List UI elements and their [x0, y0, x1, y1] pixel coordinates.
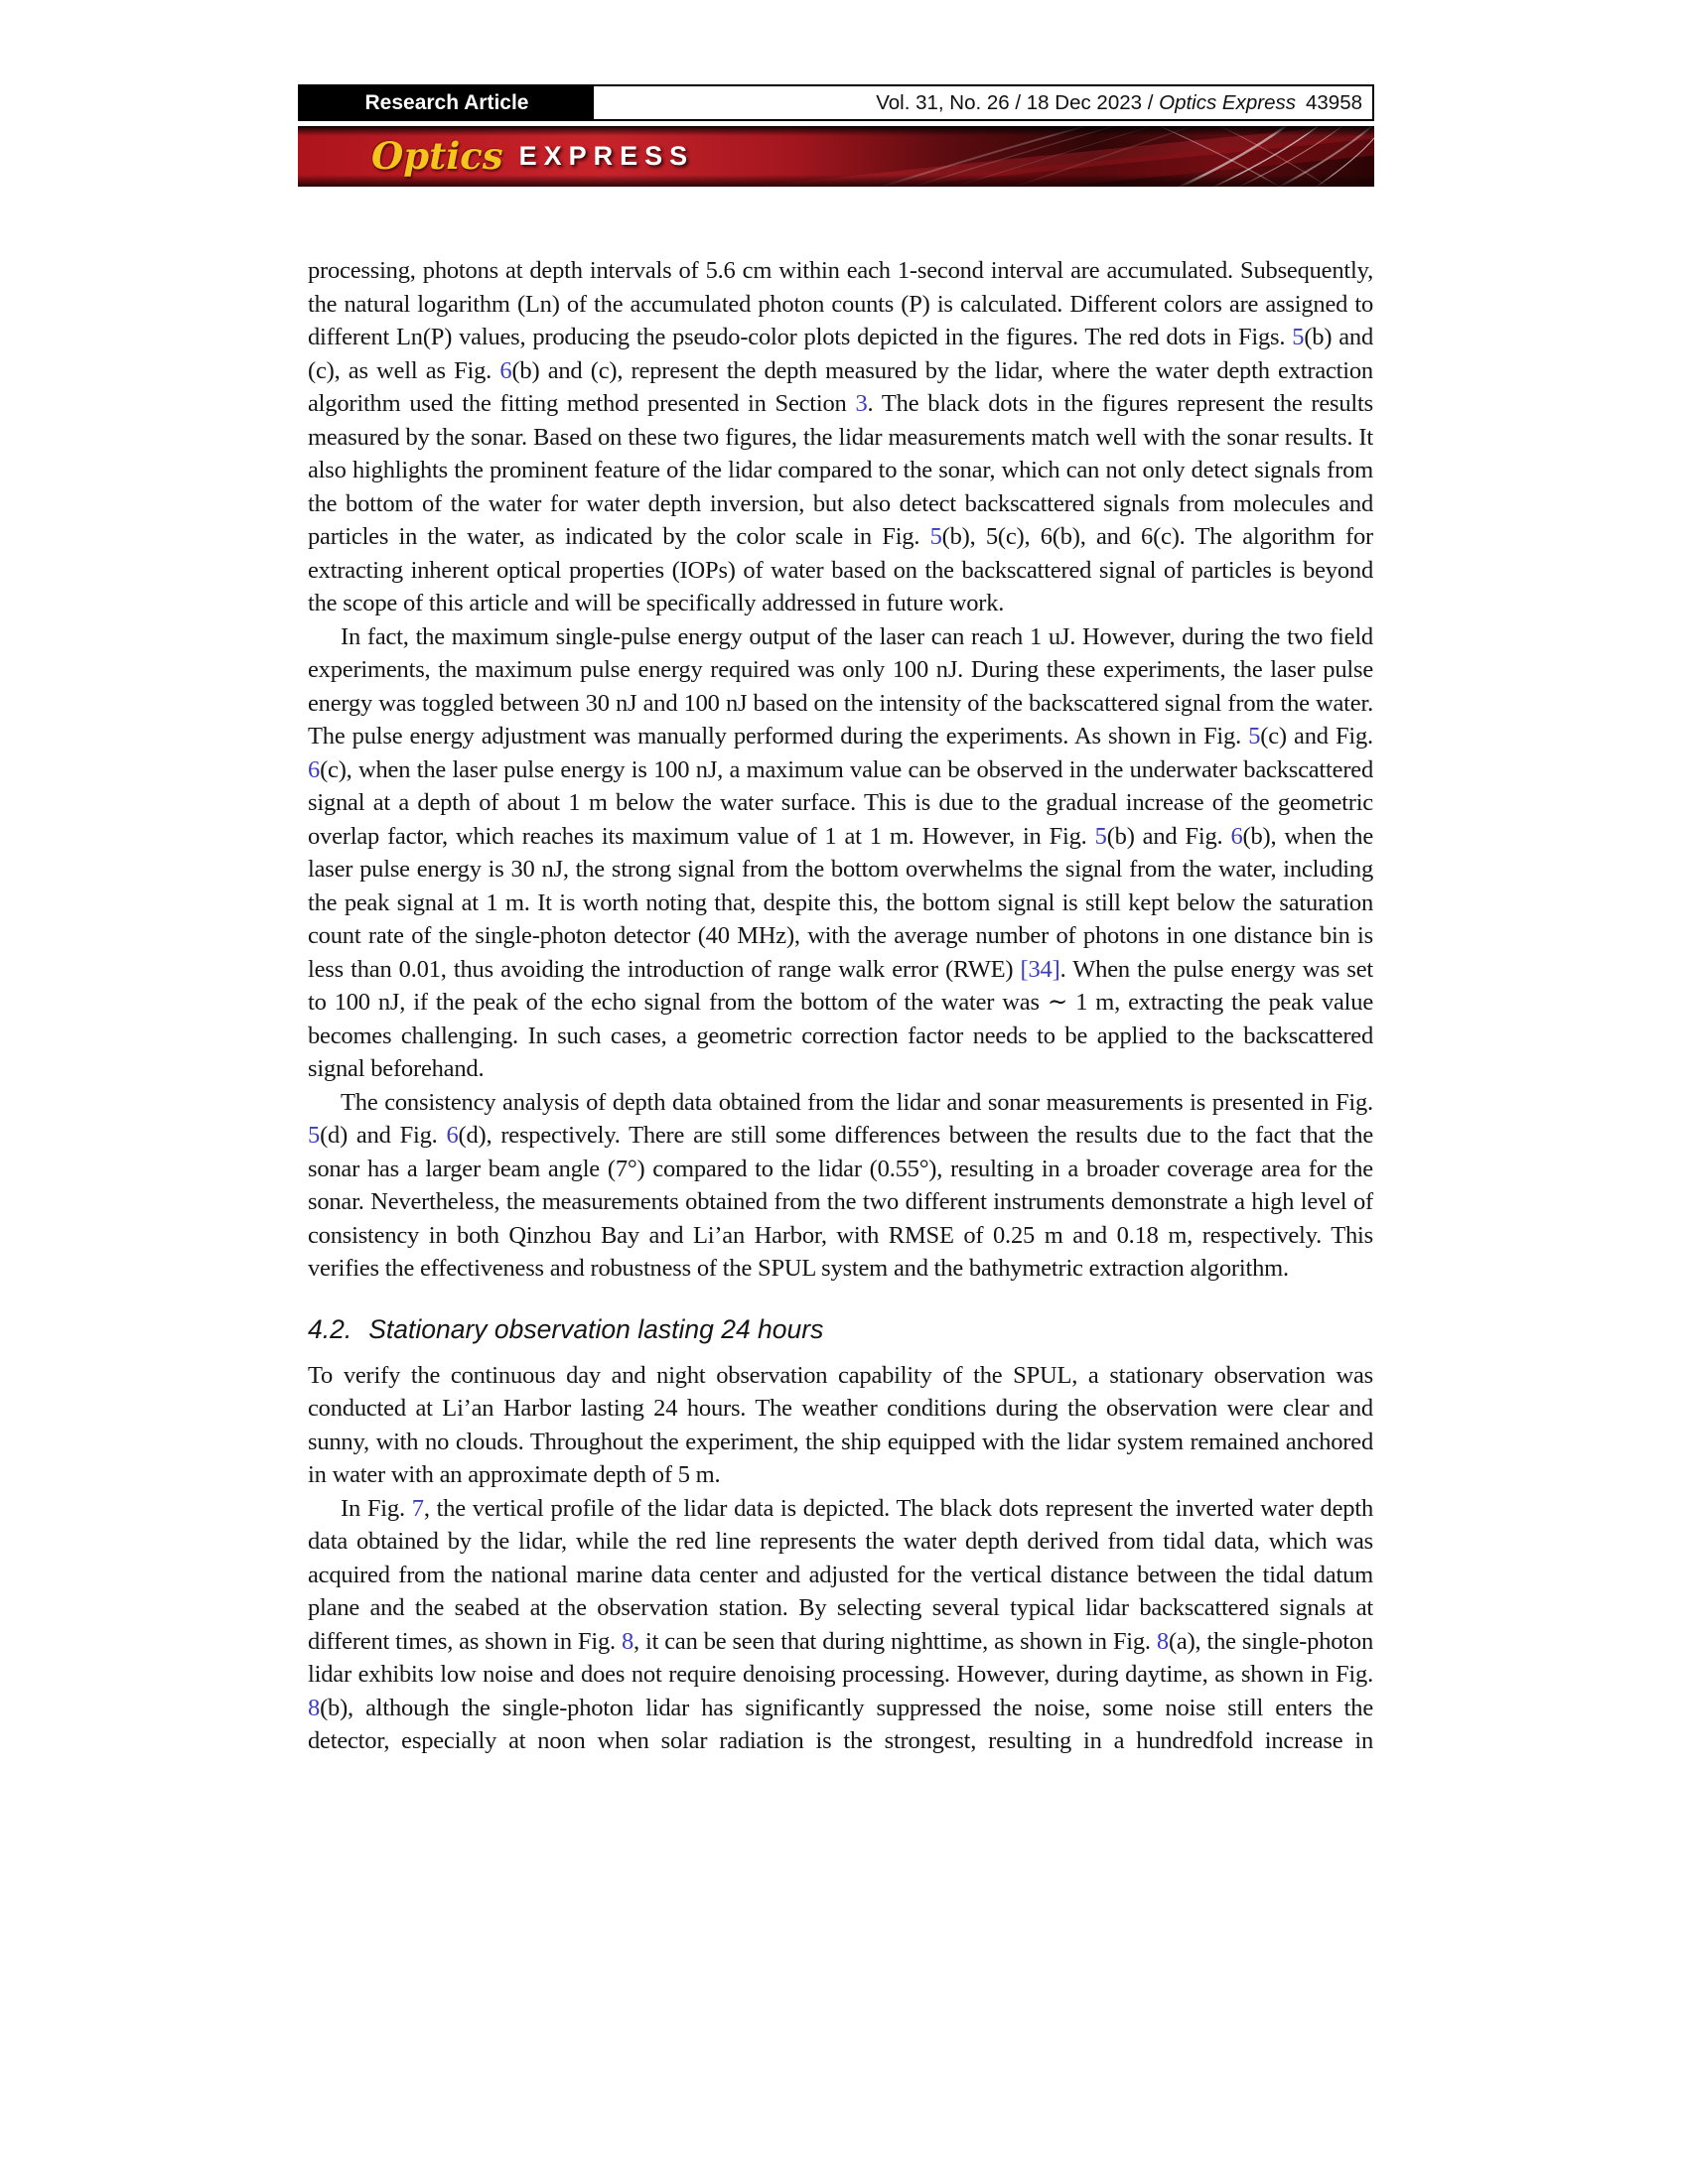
section-title: Stationary observation lasting 24 hours — [368, 1313, 824, 1344]
reference-link[interactable]: 5 — [1292, 324, 1305, 350]
reference-link[interactable]: 6 — [499, 356, 512, 384]
citation-journal-name: Optics Express — [1159, 90, 1296, 114]
paragraph-group-after-heading — [308, 1359, 1373, 1758]
reference-link[interactable]: 8 — [621, 1627, 634, 1655]
paragraph-group-before-heading — [308, 254, 1373, 1286]
paragraph — [308, 620, 1373, 1086]
text-run: (c), when the laser pulse energy is 100 nJ, a maximum value can be observed in the underwater backscattered signal at a depth of about 1 m below the water surface. This is due to the gradual increase of the geometric overlap factor, which reaches its maximum value of 1 at 1 m. However, in Fig. — [308, 755, 1373, 850]
article-body — [308, 254, 1373, 1758]
text-run: processing, photons at depth intervals of 5.6 cm within each 1-second interval are accumulated. Subsequently, the natural logarithm (Ln) of the accumulated photon counts (P) is calculated. Different colors are assigned to different Ln(P) values, producing the pseudo-color plots depicted in the figures. The red dots in Figs. — [308, 257, 1373, 350]
journal-logo — [298, 126, 1374, 187]
reference-link[interactable]: 3 — [855, 390, 868, 417]
text-run: . When the pulse energy was set to 100 nJ, if the peak of the echo signal from the bottom of the water was ∼ 1 m, extracting the peak value becomes challenging. In such cases, a geometric correction factor needs to be applied to the backscattered signal beforehand. — [308, 955, 1373, 1082]
logo-word-optics: Optics — [371, 134, 503, 178]
journal-banner — [298, 126, 1374, 187]
text-run: (b), although the single-photon lidar has significantly suppressed the noise, some noise still enters the detector, especially at noon when solar radiation is the strongest, resulting in a hundredfold increase in — [308, 1694, 1373, 1754]
text-run: (c) and Fig. — [1260, 723, 1373, 750]
citation-page-number: 43958 — [1305, 90, 1362, 114]
text-run: (b) and (c), as well as Fig. — [308, 324, 1373, 384]
text-run: (b), when the laser pulse energy is 30 nJ, the strong signal from the bottom overwhelms the signal from the water, including the peak signal at 1 m. It is worth noting that, despite this, the bottom signal is still kept below the saturation count rate of the single-photon detector (40 MHz), with the average number of photons in one distance bin is less than 0.01, thus avoiding the introduction of range walk error (RWE) — [308, 822, 1374, 983]
reference-link[interactable]: [34] — [1020, 955, 1060, 983]
text-run: (d), respectively. There are still some differences between the results due to the fact that the sonar has a larger beam angle (7°) compared to the lidar (0.55°), resulting in a broader coverage area for the sonar. Nevertheless, the measurements obtained from the two different instruments demonstrate a high level of consistency in both Qinzhou Bay and Li’an Harbor, with RMSE of 0.25 m and 0.18 m, respectively. This verifies the effectiveness and robustness of the SPUL system and the bathymetric extraction algorithm. — [308, 1122, 1373, 1282]
paragraph — [308, 254, 1373, 620]
text-run: , the vertical profile of the lidar data is depicted. The black dots represent the inverted water depth data obtained by the lidar, while the red line represents the water depth derived from tidal data, which was acquired from the national marine data center and adjusted for the vertical distance between the tidal datum plane and the seabed at the observation station. By selecting several typical lidar backscattered signals at different times, as shown in Fig. — [308, 1494, 1373, 1655]
reference-link[interactable]: 8 — [308, 1694, 321, 1721]
header-bar — [298, 84, 1374, 121]
text-run: In fact, the maximum single-pulse energy output of the laser can reach 1 uJ. However, during the two field experiments, the maximum pulse energy required was only 100 nJ. During these experiments, the laser pulse energy was toggled between 30 nJ and 100 nJ based on the intensity of the backscattered signal from the water. The pulse energy adjustment was manually performed during the experiments. As shown in Fig. — [308, 622, 1373, 750]
text-run: The consistency analysis of depth data obtained from the lidar and sonar measurements is presented in Fig. — [341, 1088, 1373, 1116]
reference-link[interactable]: 6 — [446, 1122, 459, 1149]
text-run: , it can be seen that during nighttime, as shown in Fig. — [633, 1627, 1157, 1655]
paragraph — [308, 1359, 1373, 1492]
reference-link[interactable]: 7 — [411, 1494, 424, 1522]
text-run: (b) and Fig. — [1106, 822, 1231, 850]
reference-link[interactable]: 6 — [1230, 822, 1243, 850]
text-run: (a), the single-photon lidar exhibits low noise and does not require denoising processing. However, during daytime, as shown in Fig. — [308, 1627, 1373, 1688]
citation — [594, 86, 1372, 119]
text-run: (b), 5(c), 6(b), and 6(c). The algorithm for extracting inherent optical properties (IOPs) of water based on the backscattered signal of particles is beyond the scope of this article and will be specifically addressed in future work. — [308, 523, 1373, 616]
paragraph — [308, 1086, 1373, 1286]
section-heading — [308, 1312, 1373, 1346]
article-type-label: Research Article — [364, 90, 529, 114]
text-run: (b) and (c), represent the depth measured by the lidar, where the water depth extraction algorithm used the fitting method presented in Section — [308, 356, 1373, 417]
text-run: (d) and Fig. — [320, 1122, 447, 1149]
reference-link[interactable]: 5 — [929, 523, 942, 550]
section-number: 4.2. — [308, 1313, 352, 1344]
reference-link[interactable]: 6 — [308, 755, 321, 783]
text-run: To verify the continuous day and night observation capability of the SPUL, a stationary observation was conducted at Li’an Harbor lasting 24 hours. The weather conditions during the observation were clear and sunny, with no clouds. Throughout the experiment, the ship equipped with the lidar system remained anchored in water with an approximate depth of 5 m. — [308, 1361, 1373, 1488]
logo-word-express: EXPRESS — [518, 141, 695, 171]
reference-link[interactable]: 8 — [1156, 1627, 1169, 1655]
paragraph — [308, 1492, 1373, 1758]
text-run: . The black dots in the figures represent the results measured by the sonar. Based on these two figures, the lidar measurements match well with the sonar results. It also highlights the prominent feature of the lidar compared to the sonar, which can not only detect signals from the bottom of the water for water depth inversion, but also detect backscattered signals from molecules and particles in the water, as indicated by the color scale in Fig. — [308, 390, 1373, 550]
reference-link[interactable]: 5 — [308, 1122, 321, 1149]
citation-prefix: Vol. 31, No. 26 / 18 Dec 2023 / — [876, 90, 1160, 114]
text-run: In Fig. — [341, 1494, 412, 1522]
article-type-badge — [300, 86, 594, 119]
reference-link[interactable]: 5 — [1094, 822, 1107, 850]
reference-link[interactable]: 5 — [1248, 723, 1261, 750]
